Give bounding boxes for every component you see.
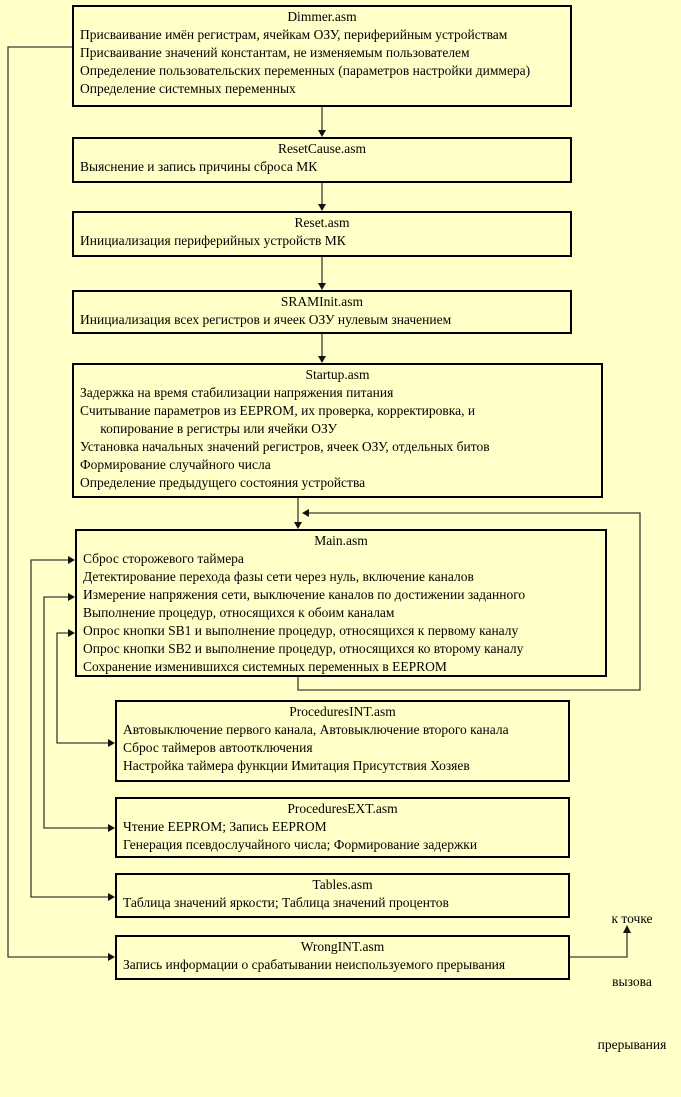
box-line: Чтение EEPROM; Запись EEPROM: [123, 819, 327, 834]
annotation-line: к точке: [611, 911, 653, 926]
box-title: SRAMInit.asm: [280, 294, 364, 309]
arrow-resetcause-to-reset: [318, 183, 326, 211]
box-line: Определение системных переменных: [80, 81, 296, 96]
box-line: Присваивание значений константам, не изменяемым пользователем: [80, 45, 470, 60]
box-line: Формирование случайного числа: [80, 457, 271, 472]
box-reset-asm: [72, 211, 572, 257]
arrow-startup-to-main: [294, 498, 302, 529]
box-line: Сброс таймеров автоотключения: [123, 740, 313, 755]
box-line: Выполнение процедур, относящихся к обоим каналам: [83, 605, 395, 620]
box-line: Сброс сторожевого таймера: [83, 551, 244, 566]
box-line: Опрос кнопки SB2 и выполнение процедур, относящихся ко второму каналу: [83, 641, 524, 656]
box-line: Задержка на время стабилизации напряжения питания: [80, 385, 394, 400]
box-line: Настройка таймера функции Имитация Присутствия Хозяев: [123, 758, 470, 773]
box-proceduresext-asm: [115, 797, 570, 858]
interrupt-call-point-label: [583, 866, 681, 1097]
box-line: Измерение напряжения сети, выключение каналов по достижении заданного: [83, 587, 526, 602]
box-main-asm: [75, 529, 607, 677]
box-title: ProceduresEXT.asm: [287, 801, 398, 816]
arrow-dimmer-to-resetcause: [318, 107, 326, 137]
box-line: Опрос кнопки SB1 и выполнение процедур, относящихся к первому каналу: [83, 623, 519, 638]
box-title: WrongINT.asm: [300, 939, 385, 954]
box-tables-asm: [115, 873, 570, 918]
box-line: Выяснение и запись причины сброса МК: [80, 159, 318, 174]
box-line: Определение предыдущего состояния устройства: [80, 475, 366, 490]
box-line: Сохранение изменившихся системных переменных в EEPROM: [83, 659, 447, 674]
box-line: Инициализация всех регистров и ячеек ОЗУ нулевым значением: [80, 312, 452, 327]
box-line: копирование в регистры или ячейки ОЗУ: [80, 421, 338, 436]
box-line: Установка начальных значений регистров, ячеек ОЗУ, отдельных битов: [80, 439, 490, 454]
box-line: Присваивание имён регистрам, ячейкам ОЗУ, периферийным устройствам: [80, 27, 508, 42]
annotation-line: прерывания: [597, 1037, 667, 1052]
box-title: Reset.asm: [294, 215, 350, 230]
box-title: Dimmer.asm: [287, 9, 357, 24]
box-line: Детектирование перехода фазы сети через нуль, включение каналов: [83, 569, 474, 584]
box-title: Main.asm: [314, 533, 368, 548]
arrow-reset-to-sraminit: [318, 257, 326, 290]
dimmer-to-wrongint-line: [8, 47, 115, 961]
box-line: Инициализация периферийных устройств МК: [80, 233, 346, 248]
box-sraminit-asm: [72, 290, 572, 334]
box-line: Считывание параметров из EEPROM, их проверка, корректировка, и: [80, 403, 476, 418]
box-title: Startup.asm: [305, 367, 370, 382]
annotation-line: вызова: [612, 974, 652, 989]
box-line: Таблица значений яркости; Таблица значений процентов: [123, 895, 449, 910]
box-line: Определение пользовательских переменных (параметров настройки диммера): [80, 63, 531, 78]
box-dimmer-asm: [72, 5, 572, 107]
box-line: Запись информации о срабатывании неиспользуемого прерывания: [123, 957, 506, 972]
box-title: ProceduresINT.asm: [289, 704, 396, 719]
box-title: Tables.asm: [312, 877, 373, 892]
box-line: Автовыключение первого канала, Автовыключение второго канала: [123, 722, 509, 737]
box-startup-asm: [72, 363, 603, 498]
box-proceduresint-asm: [115, 700, 570, 782]
box-resetcause-asm: [72, 137, 572, 183]
box-title: ResetCause.asm: [277, 141, 367, 156]
arrow-sraminit-to-startup: [318, 333, 326, 363]
box-line: Генерация псевдослучайного числа; Формирование задержки: [123, 837, 478, 852]
box-wrongint-asm: [115, 935, 570, 980]
